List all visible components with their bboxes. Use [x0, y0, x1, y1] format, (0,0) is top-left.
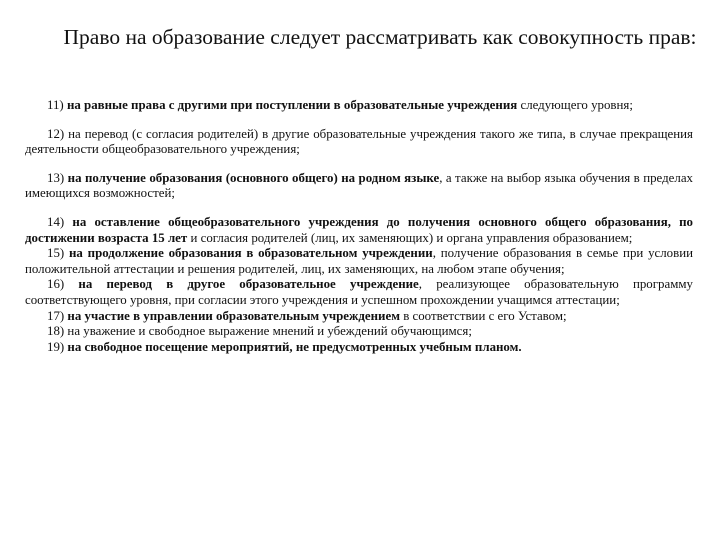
item-text: следующего уровня;: [517, 98, 633, 112]
item-number: 11): [47, 98, 64, 112]
item-text: и согласия родителей (лиц, их заменяющих) и органа управления образованием;: [187, 230, 633, 245]
item-text: , получение образования в семье при условии положительной аттестации и решения родителей, лиц, их заменяющих, на любом этапе обучения;: [25, 246, 694, 276]
list-item: [25, 246, 693, 277]
item-text: , а также на выбор языка обучения в пределах имеющихся возможностей;: [25, 170, 693, 201]
item-text: , реализующее образовательную программу соответствующего уровня, при согласии этого учреждения и успешном прохождении учащимся аттестации;: [25, 277, 693, 307]
item-number: 12): [47, 126, 65, 141]
list-item: [25, 324, 693, 340]
item-number: 16): [47, 277, 65, 292]
item-text: на уважение и свободное выражение мнений и убеждений обучающимся;: [67, 324, 472, 339]
item-text-bold: на перевод в другое образовательное учреждение: [78, 277, 419, 292]
item-number: 15): [47, 246, 65, 261]
item-number: 14): [47, 214, 65, 229]
item-number: 18): [47, 324, 65, 339]
item-text-bold: на участие в управлении образовательным учреждением: [67, 308, 400, 323]
list-item: [25, 127, 693, 158]
list-item: [25, 98, 693, 114]
item-number: 19): [47, 339, 65, 354]
item-text-bold: на оставление общеобразовательного учреждения до получения основного общего образования, по достижении возраста 15 лет: [25, 214, 693, 245]
item-number: 17): [47, 308, 65, 323]
list-item: [25, 340, 693, 356]
item-text-bold: на свободное посещение мероприятий, не предусмотренных учебным планом.: [67, 339, 522, 354]
item-text: на перевод (с согласия родителей) в другие образовательные учреждения такого же типа, в случае прекращения деятельности общеобразовательного учреждения;: [25, 126, 693, 157]
slide-title: Право на образование следует рассматривать как совокупность прав:: [63, 25, 697, 49]
rights-list: [25, 98, 693, 355]
list-item: [25, 171, 693, 202]
item-text-bold: на продолжение образования в образовательном учреждении: [68, 246, 433, 261]
item-text: в соответствии с его Уставом;: [399, 308, 567, 323]
item-number: 13): [47, 170, 65, 185]
list-item: [25, 215, 693, 246]
item-text-bold: на равные права с другими при поступлении в образовательные учреждения: [66, 98, 518, 112]
list-item: [25, 277, 693, 308]
item-text-bold: на получение образования (основного общего) на родном языке: [67, 170, 440, 185]
list-item: [25, 309, 693, 325]
